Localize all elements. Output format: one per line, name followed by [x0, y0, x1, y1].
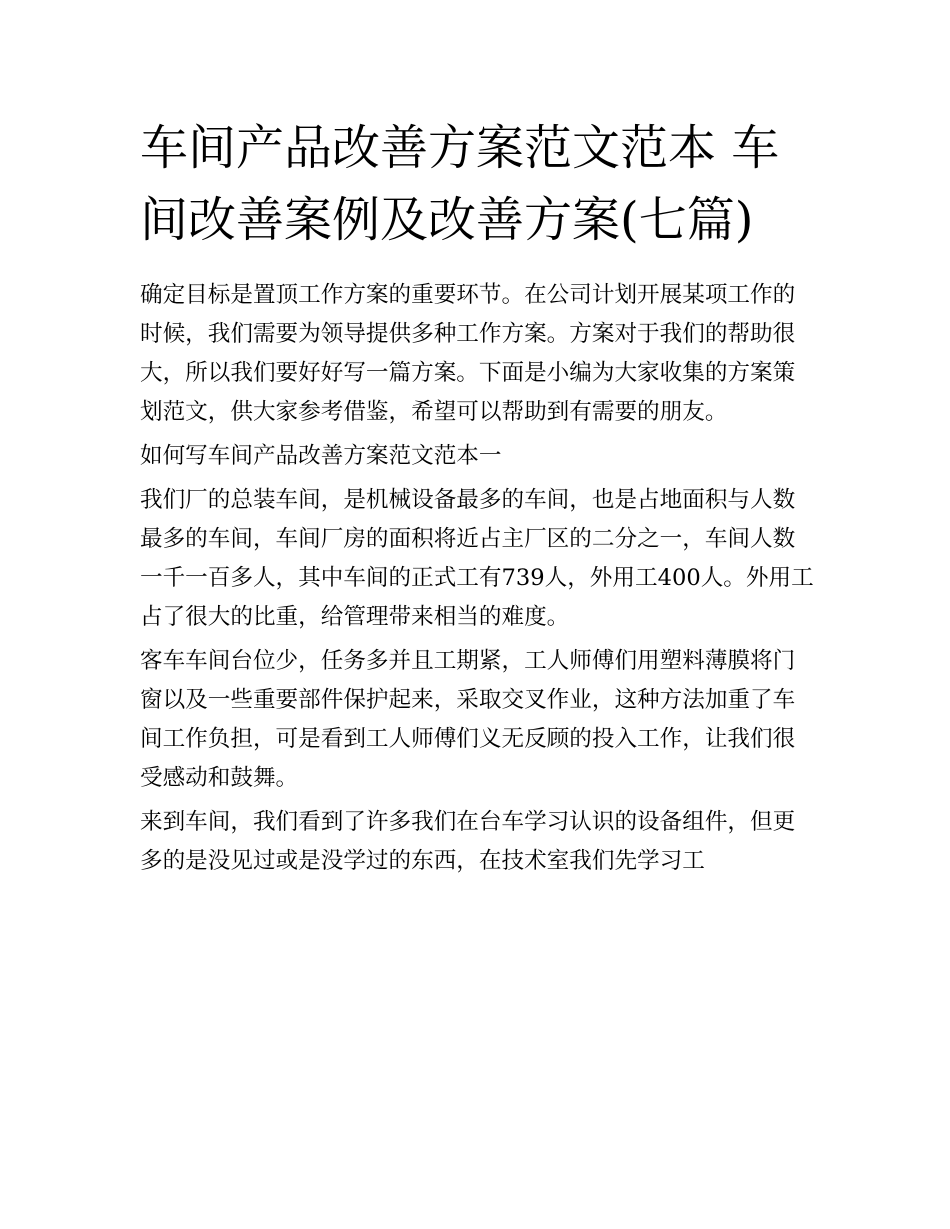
- document-title: 车间产品改善方案范文范本 车间改善案例及改善方案(七篇): [140, 120, 780, 248]
- intro-paragraph: 确定目标是置顶工作方案的重要环节。在公司计划开展某项工作的时候，我们需要为领导提供多种工作方案。方案对于我们的帮助很大，所以我们要好好写一篇方案。下面是小编为大家收集的方案策划范文，供大家参考借鉴，希望可以帮助到有需要的朋友。: [140, 282, 796, 425]
- body-paragraph: 我们厂的总装车间，是机械设备最多的车间，也是占地面积与人数最多的车间，车间厂房的面积将近占主厂区的二分之一，车间人数一千一百多人，其中车间的正式工有739人，外用工400人。外用工占了很大的比重，给管理带来相当的难度。: [140, 487, 814, 630]
- body-paragraph: 客车车间台位少，任务多并且工期紧，工人师傅们用塑料薄膜将门窗以及一些重要部件保护起来，采取交叉作业，这种方法加重了车间工作负担，可是看到工人师傅们义无反顾的投入工作，让我们很受感动和鼓舞。: [140, 648, 796, 791]
- document-body: [140, 112, 816, 881]
- body-paragraph: 来到车间，我们看到了许多我们在台车学习认识的设备组件，但更多的是没见过或是没学过的东西，在技术室我们先学习工: [140, 809, 796, 874]
- section-heading: 如何写车间产品改善方案范文范本一: [140, 443, 502, 469]
